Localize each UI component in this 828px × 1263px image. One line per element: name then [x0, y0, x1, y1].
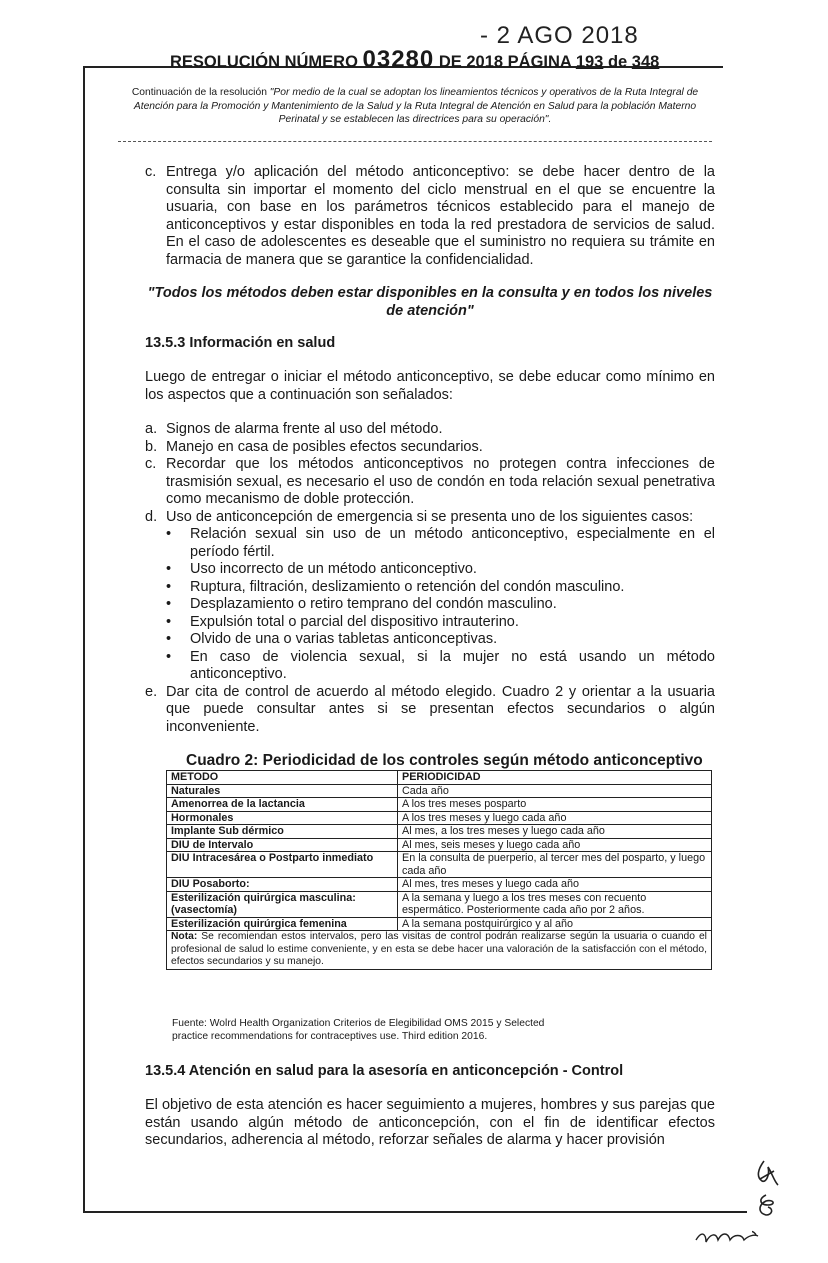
bullet-item: [145, 596, 715, 614]
table-source: [172, 1017, 544, 1043]
list-item: [145, 684, 715, 737]
bullet-item: [145, 561, 715, 579]
method-cell: Implante Sub dérmico: [167, 825, 398, 839]
period-cell: Al mes, a los tres meses y luego cada año: [398, 825, 712, 839]
bullet-icon: •: [166, 613, 172, 630]
method-cell: Esterilización quirúrgica femenina: [167, 917, 398, 931]
note-label: Nota:: [171, 931, 198, 942]
list-item: [145, 509, 715, 527]
table-row: [167, 798, 712, 812]
table-row: [167, 838, 712, 852]
method-cell: Naturales: [167, 784, 398, 798]
list-label: d.: [145, 508, 158, 525]
header-de: de: [607, 53, 628, 71]
method-cell: DIU de Intervalo: [167, 838, 398, 852]
bullet-text: Expulsión total o parcial del dispositivo intrauterino.: [190, 613, 519, 630]
period-cell: A los tres meses posparto: [398, 798, 712, 812]
item-c-delivery: [145, 164, 715, 269]
section-2-text: El objetivo de esta atención es hacer seguimiento a mujeres, hombres y sus parejas que están usando algún método de anticoncepción, con el fin de identificar efectos secundarios, adherencia al método, reforzar señales de alarma y hacer provisión: [145, 1097, 715, 1148]
period-cell: A la semana y luego a los tres meses con recuento espermático. Posteriormente cada año por 2 años.: [398, 891, 712, 917]
table-row: [167, 878, 712, 892]
signature-mark: [692, 1222, 762, 1250]
bullet-text: Uso incorrecto de un método anticonceptivo.: [190, 561, 477, 577]
page-total: 348: [631, 53, 660, 71]
list-text: Signos de alarma frente al uso del método.: [166, 421, 443, 437]
continuation-lead: Continuación de la resolución: [131, 87, 270, 98]
method-cell: Hormonales: [167, 811, 398, 825]
method-cell: DIU Intracesárea o Postparto inmediato: [167, 852, 398, 878]
resolution-header: [170, 46, 659, 74]
resolution-number: 03280: [362, 46, 435, 73]
table-row: [167, 784, 712, 798]
header-prefix: RESOLUCIÓN NÚMERO: [170, 53, 358, 71]
list-text: Manejo en casa de posibles efectos secundarios.: [166, 438, 483, 455]
list-label: e.: [145, 683, 158, 700]
bullet-icon: •: [166, 561, 172, 577]
note-text: Se recomiendan estos intervalos, pero las visitas de control podrán realizarse según la usuaria o cuando el profesional de salud lo estime conveniente, y en esta se debe hacer una valoración de la satisfacción con el método, efectos secundarios y su manejo.: [171, 931, 707, 967]
page-frame-left: [83, 67, 85, 1212]
page-frame-bottom: [83, 1211, 747, 1213]
list-label: a.: [145, 421, 158, 437]
table-note-row: [167, 931, 712, 970]
method-cell: DIU Posaborto:: [167, 878, 398, 892]
dashed-separator: [118, 141, 712, 142]
bullet-icon: •: [166, 596, 172, 612]
period-cell: Cada año: [398, 784, 712, 798]
table-header-cell: PERIODICIDAD: [398, 771, 712, 785]
list-item: [145, 456, 715, 509]
table-note: [167, 931, 712, 970]
bullet-text: Relación sexual sin uso de un método anticonceptivo, especialmente en el período fértil.: [190, 526, 715, 560]
source-line: practice recommendations for contraceptives use. Third edition 2016.: [172, 1031, 488, 1042]
period-cell: En la consulta de puerperio, al tercer mes del posparto, y luego cada año: [398, 852, 712, 878]
list-item: [145, 439, 715, 457]
period-cell: Al mes, tres meses y luego cada año: [398, 878, 712, 892]
item-c-text: Entrega y/o aplicación del método anticonceptivo: se debe hacer dentro de la consulta sin importar el momento del ciclo menstrual en el que se encuentre la usuaria, con base en los parámetros técnicos establecido para el manejo de anticonceptivos y estar disponibles en toda la red prestadora de servicios de salud. En el caso de adolescentes es deseable que el suministro no requiera su trámite en farmacia de manera que se garantice la confidencialidad.: [166, 164, 715, 268]
table-header-cell: METODO: [167, 771, 398, 785]
bullet-icon: •: [166, 648, 172, 665]
table-row: [167, 811, 712, 825]
control-periodicity-table: [166, 770, 712, 970]
period-cell: Al mes, seis meses y luego cada año: [398, 838, 712, 852]
table-row: [167, 852, 712, 878]
continuation-note: [118, 86, 712, 127]
source-line: Fuente: Wolrd Health Organization Criterios de Elegibilidad OMS 2015 y Selected: [172, 1018, 545, 1029]
period-cell: A la semana postquirúrgico y al año: [398, 917, 712, 931]
bullet-icon: •: [166, 578, 172, 595]
bullet-item: [145, 614, 715, 632]
item-c-label: c.: [145, 164, 157, 180]
highlight-quote: "Todos los métodos deben estar disponibles en la consulta y en todos los niveles de atención": [147, 285, 713, 319]
list-text: Recordar que los métodos anticonceptivos no protegen contra infecciones de trasmisión sexual, es necesario el uso de condón en toda relación sexual penetrativa como mecanismo de doble protección.: [166, 456, 715, 507]
table-row: [167, 825, 712, 839]
header-mid: DE 2018 PÁGINA: [438, 53, 572, 71]
table-row: [167, 917, 712, 931]
method-cell: Esterilización quirúrgica masculina: (vasectomía): [167, 891, 398, 917]
continuation-text: "Por medio de la cual se adoptan los lineamientos técnicos y operativos de la Ruta Integral de Atención para la Promoción y Mantenimiento de la Salud y la Ruta Integral de Atención en Salud para la población Materno Perinatal y se establecen las directrices para su operación".: [133, 87, 699, 125]
method-cell: Amenorrea de la lactancia: [167, 798, 398, 812]
bullet-text: Desplazamiento o retiro temprano del condón masculino.: [190, 596, 557, 612]
bullet-text: En caso de violencia sexual, si la mujer no está usando un método anticonceptivo.: [190, 648, 715, 682]
handwritten-initials: [752, 1155, 822, 1255]
table-title: Cuadro 2: Periodicidad de los controles según método anticonceptivo: [186, 752, 703, 769]
list-text: Dar cita de control de acuerdo al método elegido. Cuadro 2 y orientar a la usuaria que puede consultar antes si se presentan efectos secundarios o algún inconveniente.: [166, 683, 715, 735]
bullet-item: [145, 526, 715, 561]
page-number: 193: [575, 53, 604, 71]
bullet-text: Ruptura, filtración, deslizamiento o retención del condón masculino.: [190, 578, 625, 595]
bullet-icon: •: [166, 526, 172, 542]
period-cell: A los tres meses y luego cada año: [398, 811, 712, 825]
bullet-item: [145, 579, 715, 597]
education-list: [145, 421, 715, 736]
table-row: [167, 891, 712, 917]
section-heading-13-5-4: 13.5.4 Atención en salud para la asesoría en anticoncepción - Control: [145, 1063, 624, 1079]
bullet-item: [145, 631, 715, 649]
bullet-icon: •: [166, 631, 172, 647]
list-label: c.: [145, 456, 157, 472]
date-stamp: - 2 AGO 2018: [480, 22, 639, 49]
section-heading-13-5-3: 13.5.3 Información en salud: [145, 335, 336, 351]
bullet-text: Olvido de una o varias tabletas anticonceptivas.: [190, 631, 498, 647]
list-label: b.: [145, 438, 158, 455]
table-header-row: [167, 771, 712, 785]
section-intro: Luego de entregar o iniciar el método anticonceptivo, se debe educar como mínimo en los aspectos que a continuación son señalados:: [145, 369, 715, 403]
list-item: [145, 421, 715, 439]
bullet-item: [145, 649, 715, 684]
list-text: Uso de anticoncepción de emergencia si se presenta uno de los siguientes casos:: [166, 508, 694, 525]
